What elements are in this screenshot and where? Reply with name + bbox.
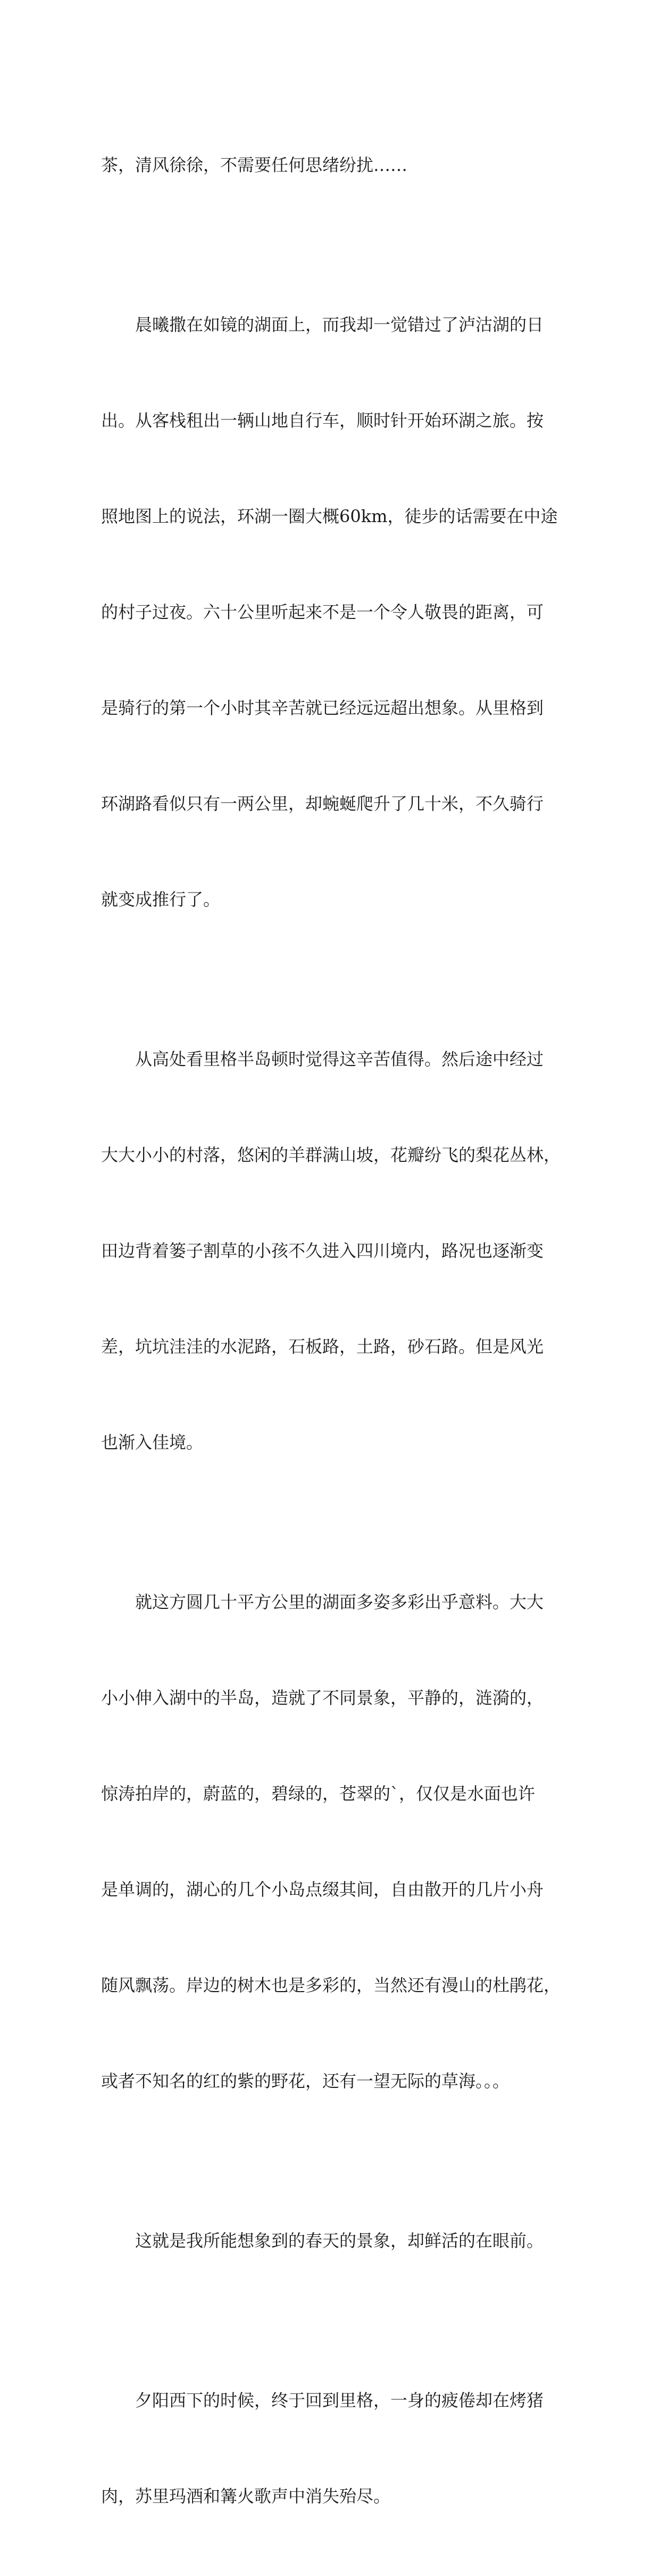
- text-line: 是骑行的第一个小时其辛苦就已经远远超出想象。从里格到: [101, 698, 544, 718]
- text-line: 随风飘荡。岸边的树木也是多彩的，当然还有漫山的杜鹃花，: [101, 1975, 561, 1995]
- text-line: 小小伸入湖中的半岛，造就了不同景象，平静的，涟漪的，: [101, 1688, 544, 1708]
- text-line: 就这方圆几十平方公里的湖面多姿多彩出乎意料。大大: [135, 1592, 544, 1612]
- text-line: 大大小小的村落，悠闲的羊群满山坡，花瓣纷飞的梨花丛林，: [101, 1145, 561, 1165]
- text-line: 或者不知名的红的紫的野花，还有一望无际的草海。。。: [101, 2071, 510, 2091]
- body-text: [101, 85, 564, 2576]
- paragraph-2: [101, 245, 564, 979]
- text-line: 惊涛拍岸的，蔚蓝的，碧绿的，苍翠的`，仅仅是水面也许: [101, 1784, 536, 1804]
- text-line: 田边背着篓子割草的小孩不久进入四川境内，路况也逐渐变: [101, 1241, 544, 1261]
- text-line: 环湖路看似只有一两公里，却蜿蜒爬升了几十米，不久骑行: [101, 794, 544, 814]
- text-line: 也渐入佳境。: [101, 1432, 204, 1452]
- text-line: 差，坑坑洼洼的水泥路，石板路，土路，砂石路。但是风光: [101, 1336, 544, 1357]
- text-line: 茶，清风徐徐，不需要任何思绪纷扰……: [101, 155, 408, 175]
- text-line: 照地图上的说法，环湖一圈大概60km，徒步的话需要在中途: [101, 506, 558, 526]
- paragraph-5: [101, 2161, 564, 2321]
- text-line: 从高处看里格半岛顿时觉得这辛苦值得。然后途中经过: [135, 1049, 544, 1069]
- text-line: 出。从客栈租出一辆山地自行车，顺时针开始环湖之旅。按: [101, 410, 544, 431]
- text-line: 的村子过夜。六十公里听起来不是一个令人敬畏的距离，可: [101, 602, 544, 622]
- paragraph-3: [101, 979, 564, 1522]
- text-line: 这就是我所能想象到的春天的景象，却鲜活的在眼前。: [135, 2231, 544, 2251]
- paragraph-1: [101, 85, 564, 245]
- paragraph-6: [101, 2321, 564, 2576]
- text-line: 肉，苏里玛酒和篝火歌声中消失殆尽。: [101, 2486, 391, 2506]
- text-line: 夕阳西下的时候，终于回到里格，一身的疲倦却在烤猪: [135, 2390, 544, 2410]
- text-line: 晨曦撒在如镜的湖面上，而我却一觉错过了泸沽湖的日: [135, 315, 544, 335]
- paragraph-4: [101, 1522, 564, 2161]
- text-line: 就变成推行了。: [101, 889, 221, 910]
- text-line: 是单调的，湖心的几个小岛点缀其间，自由散开的几片小舟: [101, 1879, 544, 1900]
